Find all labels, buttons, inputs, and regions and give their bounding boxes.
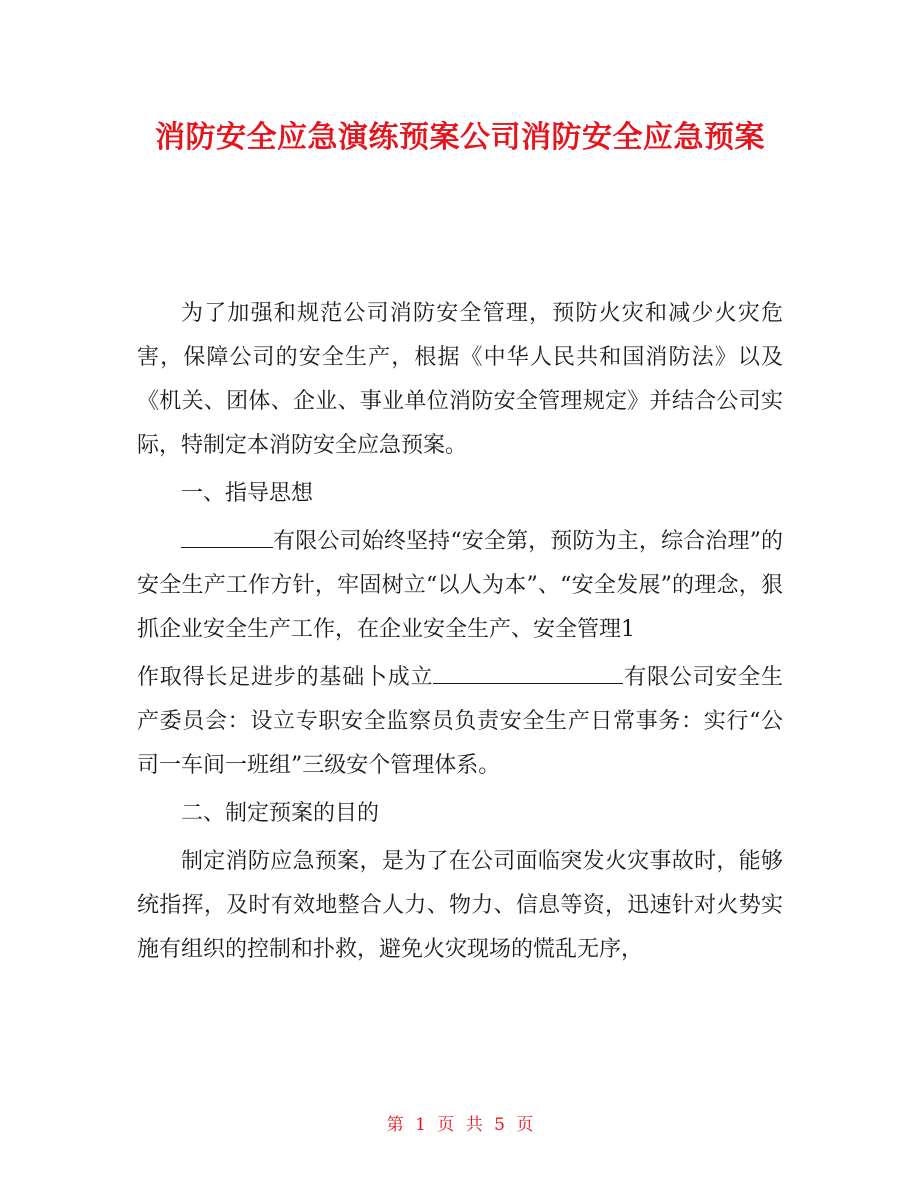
page-number-footer: 第 1 页 共 5 页 [386,1115,534,1135]
paragraph-guiding-ideology-text: 有限公司始终坚持“安全第，预防为主，综合治理”的安全生产工作方针，牢固树立“以人为本”、“安全发展”的理念，狠抓企业安全生产工作，在企业安全生产、安全管理1 [137,529,783,642]
document-body [137,292,783,976]
paragraph-safety-committee-text-b: 有限公司安全生产委员会：设立专职安全监察员负责安全生产日常事务：实行“公司一车间一班组”三级安个管理体系。 [137,665,783,778]
document-title: 消防安全应急演练预案公司消防安全应急预案 [155,120,765,155]
section-heading-guiding-ideology: 一、指导思想 [181,481,314,506]
fill-in-blank [433,657,623,684]
paragraph-intro: 为了加强和规范公司消防安全管理，预防火灾和减少火灾危害，保障公司的安全生产，根据《中华人民共和国消防法》以及《机关、团体、企业、事业单位消防安全管理规定》并结合公司实际，特制定本消防安全应急预案。 [137,301,783,458]
paragraph-safety-committee-text-a: 作取得长足进步的基础卜成立 [137,665,434,690]
section-heading-purpose: 二、制定预案的目的 [181,801,380,826]
paragraph-purpose: 制定消防应急预案，是为了在公司面临突发火灾事故时，能够统指挥，及时有效地整合人力、物力、信息等资，迅速针对火势实施有组织的控制和扑救，避免火灾现场的慌乱无序， [137,849,783,962]
paragraph-guiding-ideology [137,520,783,652]
paragraph-safety-committee [137,656,783,788]
fill-in-blank [181,521,273,548]
